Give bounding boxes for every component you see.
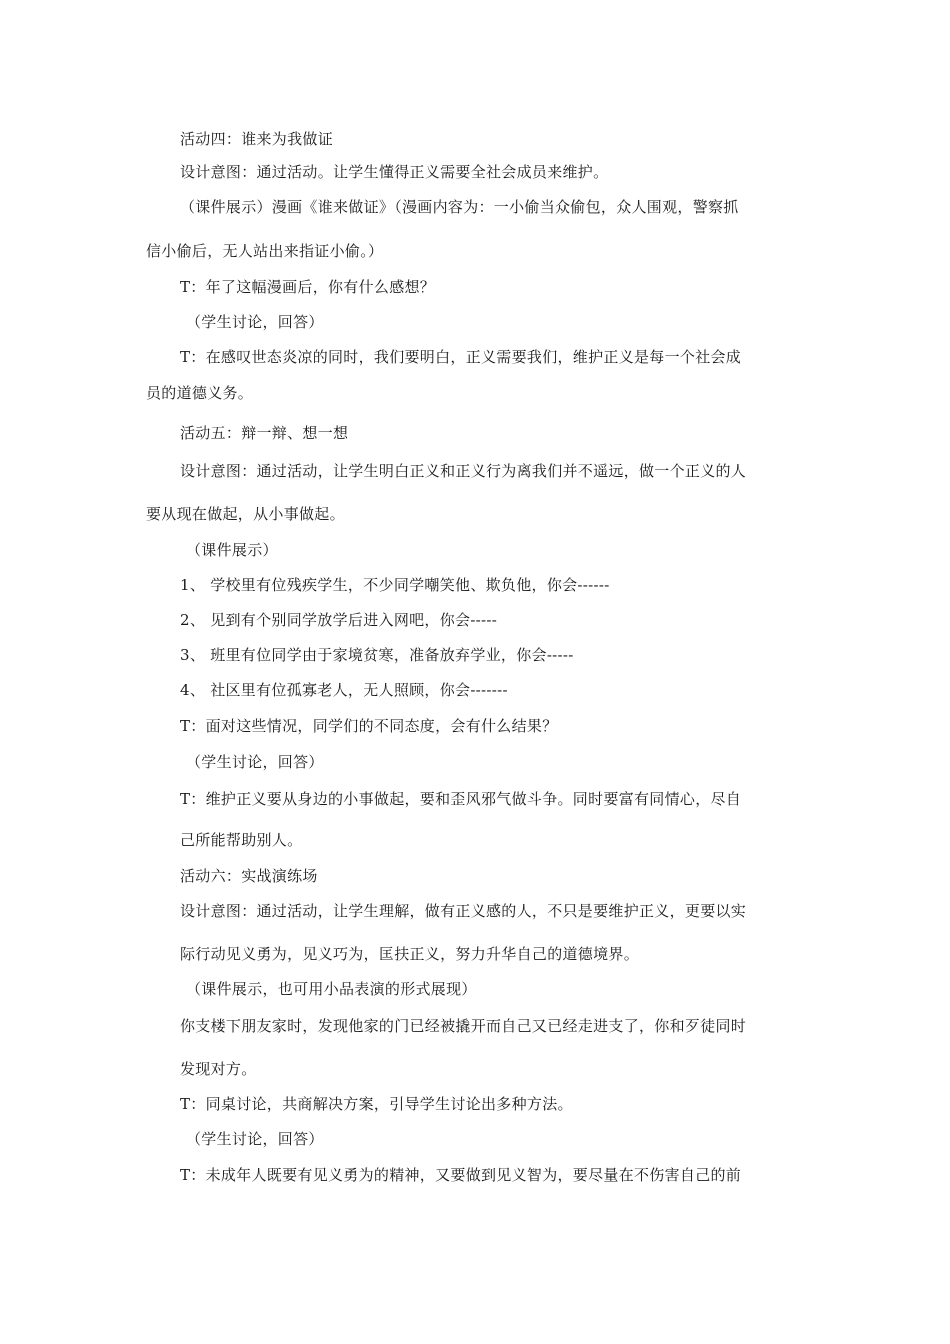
- activity-6-heading: 活动六：实战演练场: [180, 867, 318, 885]
- teacher-summary-3: T：未成年人既要有见义勇为的精神，又要做到见义智为，要尽量在不伤害自己的前: [180, 1166, 742, 1184]
- scenario-3: 3、 班里有位同学由于家境贫寒，准备放弃学业，你会-----: [180, 646, 574, 664]
- activity-4-heading: 活动四：谁来为我做证: [180, 130, 334, 148]
- design-intent-5-cont: 要从现在做起，从小事做起。: [146, 505, 345, 523]
- teacher-question-1: T：年了这幅漫画后，你有什么感想？: [180, 278, 436, 296]
- student-discussion-2: （学生讨论，回答）: [186, 753, 324, 771]
- activity-5-heading: 活动五：辩一辩、想一想: [180, 424, 349, 442]
- courseware-display-comic: （课件展示）漫画《谁来做证》（漫画内容为：一小偷当众偷包，众人围观，警察抓: [180, 198, 739, 216]
- design-intent-4: 设计意图：通过活动。让学生懂得正义需要全社会成员来维护。: [180, 163, 609, 181]
- teacher-summary-1-cont: 员的道德义务。: [146, 384, 254, 402]
- courseware-display-comic-cont: 信小偷后，无人站出来指证小偷。）: [146, 242, 384, 260]
- scenario-1: 1、 学校里有位残疾学生，不少同学嘲笑他、欺负他，你会------: [180, 576, 610, 594]
- design-intent-6: 设计意图：通过活动，让学生理解，做有正义感的人，不只是要维护正义，更要以实: [180, 902, 747, 920]
- teacher-question-2: T：面对这些情况，同学们的不同态度，会有什么结果？: [180, 717, 558, 735]
- scenario-2: 2、 见到有个别同学放学后进入网吧，你会-----: [180, 611, 498, 629]
- design-intent-5: 设计意图：通过活动，让学生明白正义和正义行为离我们并不遥远，做一个正义的人: [180, 462, 747, 480]
- design-intent-6-cont: 际行动见义勇为，见义巧为，匡扶正义，努力升华自己的道德境界。: [180, 945, 640, 963]
- teacher-summary-1: T：在感叹世态炎凉的同时，我们要明白，正义需要我们，维护正义是每一个社会成: [180, 348, 742, 366]
- scenario-story: 你支楼下朋友家时，发现他家的门已经被撬开而自己又已经走进支了，你和歹徒同时: [180, 1017, 747, 1035]
- teacher-summary-2-cont: 己所能帮助别人。: [180, 831, 303, 849]
- student-discussion-3: （学生讨论，回答）: [186, 1130, 324, 1148]
- scenario-story-cont: 发现对方。: [180, 1060, 257, 1078]
- student-discussion-1: （学生讨论，回答）: [186, 313, 324, 331]
- courseware-display-3: （课件展示，也可用小品表演的形式展现）: [186, 980, 477, 998]
- teacher-summary-2: T：维护正义要从身边的小事做起，要和歪风邪气做斗争。同时要富有同情心，尽自: [180, 790, 742, 808]
- courseware-display-2: （课件展示）: [186, 541, 278, 559]
- scenario-4: 4、 社区里有位孤寡老人，无人照顾，你会-------: [180, 681, 508, 699]
- teacher-instruction-3: T：同桌讨论，共商解决方案，引导学生讨论出多种方法。: [180, 1095, 573, 1113]
